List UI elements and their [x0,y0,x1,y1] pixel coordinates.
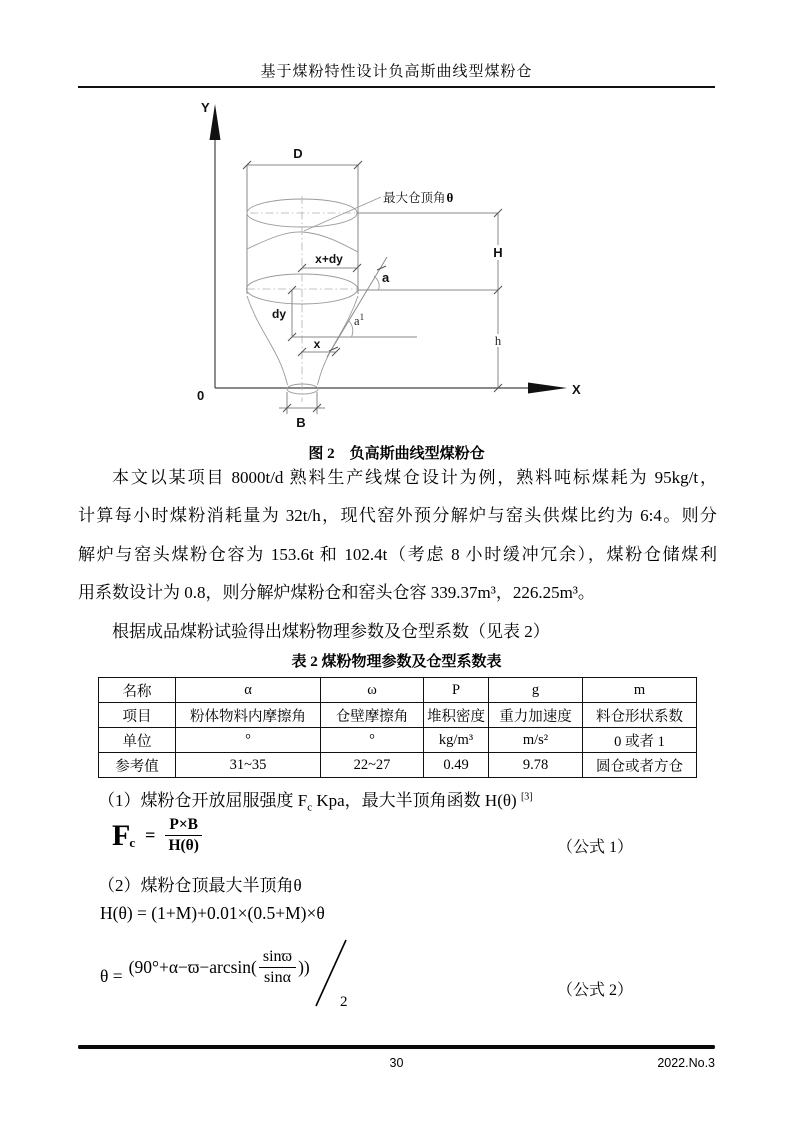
formula-2b-inner-den: sinα [263,969,291,986]
table-cell: 堆积密度 [424,703,489,728]
table-cell: 粉体物料内摩擦角 [176,703,321,728]
formula-1-tag: （公式 1） [557,839,634,856]
dim-H-label: H [493,245,503,260]
table-cell: 0 或者 1 [583,728,697,753]
table-cell: 重力加速度 [489,703,583,728]
formula-1-lhs: F [112,818,130,852]
paragraph-line: 解炉与窑头煤粉仓容为 153.6t 和 102.4t（考虑 8 小时缓冲冗余），煤粉仓储煤利 [78,544,717,564]
paragraph-line: 本文以某项目 8000t/d 熟料生产线煤仓设计为例，熟料吨标煤耗为 95kg/t， [112,468,717,487]
page-number: 30 [389,1056,404,1070]
table-cell: 料仓形状系数 [583,703,697,728]
formula-1-lhs-sub: c [129,835,136,850]
table-cell: 31~35 [176,753,321,778]
formula-1 [112,816,202,855]
formula-2b [100,936,352,1010]
body-text [78,459,717,651]
formula-2b-denominator: 2 [339,994,348,1010]
formula-2b-inner-fraction [259,948,296,987]
formula-2a: H(θ) = (1+M)+0.01×(0.5+M)×θ [100,903,325,923]
table-title: 表 2 煤粉物理参数及仓型系数表 [291,654,502,670]
paragraph-line: 根据成品煤粉试验得出煤粉物理参数及仓型系数（见表 2） [112,621,550,641]
formula-2b-num-pre: (90°+α−ϖ−arcsin( [128,957,257,977]
dim-h-label: h [494,334,502,348]
dim-x-label: x [313,337,321,351]
table-cell: 参考值 [99,753,176,778]
formula-item-1-text: （1）煤粉仓开放屈服强度 F [98,791,308,810]
header-rule [78,86,715,88]
table-cell: kg/m³ [424,728,489,753]
paragraph-line: 用系数设计为 0.8，则分解炉煤粉仓和窑头仓容 339.37m³，226.25m³。 [78,583,595,603]
dim-x-plus-dy-label: x+dy [315,252,343,266]
y-axis-arrow [210,104,221,140]
formula-2b-inner-num: sinϖ [259,948,296,968]
table-cell: P [424,678,489,703]
table-cell: ω [321,678,424,703]
dim-dy-label: dy [271,307,286,321]
angle-a1-label: $a^1$ [354,312,365,328]
table-cell: ° [176,728,321,753]
formula-2b-numerator [129,948,310,987]
formula-item-2-heading: （2）煤粉仓顶最大半顶角θ [98,876,302,895]
origin-label: 0 [197,388,205,403]
x-axis-arrow [528,383,567,394]
table-cell: g [489,678,583,703]
parameters-table [98,677,697,778]
formula-2b-big-slash [312,936,352,1010]
table-cell: 9.78 [489,753,583,778]
footer-rule [78,1045,715,1049]
formula-1-numerator: P×B [165,816,202,836]
table-cell: α [176,678,321,703]
table-cell: ° [321,728,424,753]
running-head-title: 基于煤粉特性设计负高斯曲线型煤粉仓 [260,64,533,80]
silo-diagram [170,95,600,440]
formula-1-equals: = [145,825,156,845]
angle-a-label: a [382,270,390,285]
formula-2-tag: （公式 2） [557,982,634,999]
formula-2b-lhs: θ = [100,966,123,986]
table-cell: m/s² [489,728,583,753]
formula-item-1-text2: Kpa，最大半顶角函数 H(θ) [312,791,517,810]
figure-caption: 图 2 负高斯曲线型煤粉仓 [308,446,485,462]
fc-subscript: c [307,801,313,814]
formula-1-denominator: H(θ) [168,837,199,854]
dim-D-label: D [293,146,303,161]
issue-number: 2022.No.3 [657,1056,715,1070]
formula-item-1-heading [98,786,533,813]
table-cell: 0.49 [424,753,489,778]
max-top-angle-label: 最大仓顶角θ [383,190,454,205]
formula-1-fraction [165,816,202,855]
paragraph-line: 计算每小时煤粉消耗量为 32t/h，现代窑外预分解炉与窑头供煤比约为 6:4。则分 [78,506,717,526]
table-row [99,728,697,753]
dim-B-label: B [296,415,306,430]
formula-2b-num-post: )) [298,957,310,977]
table-cell: 圆仓或者方仓 [583,753,697,778]
table-cell: m [583,678,697,703]
table-row [99,753,697,778]
y-axis-label: Y [201,100,210,115]
table-row [99,678,697,703]
table-cell: 单位 [99,728,176,753]
table-row [99,703,697,728]
table-cell: 项目 [99,703,176,728]
table-cell: 22~27 [321,753,424,778]
x-axis-label: X [572,382,581,397]
table-cell: 名称 [99,678,176,703]
citation-ref: [3] [520,791,533,803]
table-cell: 仓壁摩擦角 [321,703,424,728]
